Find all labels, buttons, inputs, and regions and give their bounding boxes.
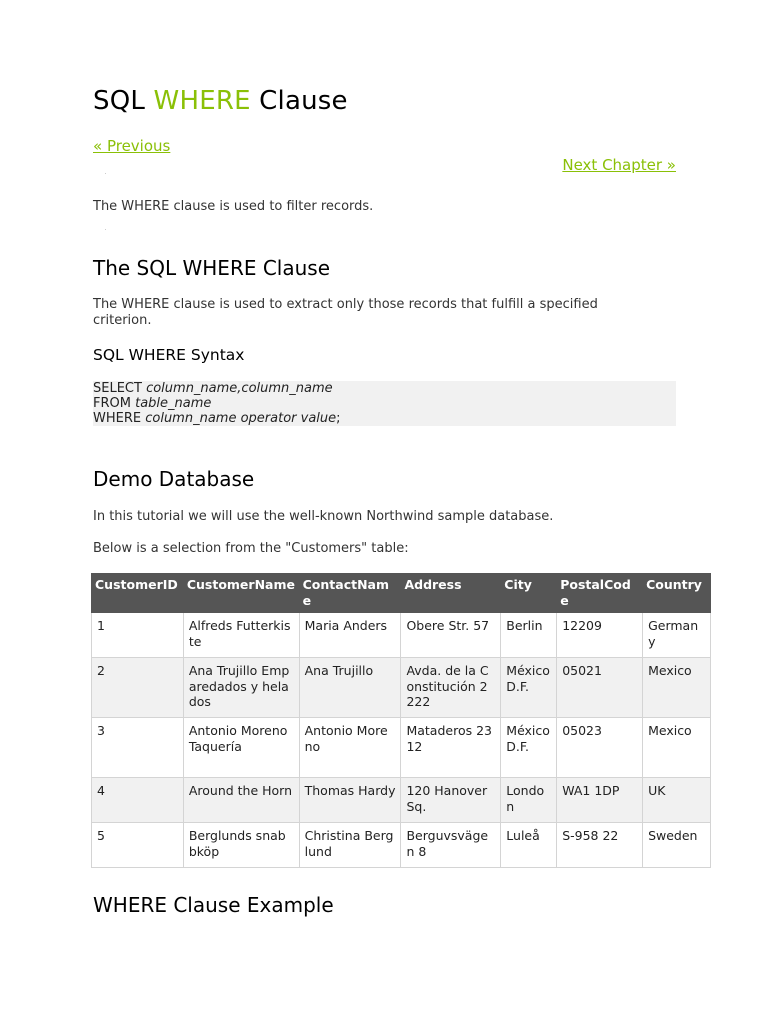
table-cell: Berlin: [501, 613, 557, 658]
table-cell: Berglunds snabbköp: [183, 823, 299, 868]
table-cell: Obere Str. 57: [401, 613, 501, 658]
table-cell: 05021: [557, 658, 643, 718]
table-row: [92, 778, 711, 823]
demo-database-heading: Demo Database: [93, 467, 255, 491]
divider-dot: [105, 229, 106, 230]
table-cell: Thomas Hardy: [299, 778, 401, 823]
table-header-row: [92, 574, 711, 613]
column-header: City: [501, 574, 557, 613]
table-row: [92, 613, 711, 658]
table-cell: S-958 22: [557, 823, 643, 868]
table-cell: México D.F.: [501, 718, 557, 778]
table-cell: 05023: [557, 718, 643, 778]
table-cell: Avda. de la Constitución 2222: [401, 658, 501, 718]
syntax-heading: SQL WHERE Syntax: [93, 346, 245, 364]
syntax-line: SELECT column_name,column_name: [93, 381, 333, 396]
title-accent: WHERE: [153, 86, 251, 116]
table-cell: 4: [92, 778, 184, 823]
syntax-code-block: [93, 381, 676, 426]
table-cell: Antonio Moreno: [299, 718, 401, 778]
column-header: ContactName: [299, 574, 401, 613]
table-cell: Germany: [643, 613, 711, 658]
table-cell: Maria Anders: [299, 613, 401, 658]
table-row: [92, 718, 711, 778]
table-row: [92, 823, 711, 868]
table-cell: Luleå: [501, 823, 557, 868]
table-cell: 12209: [557, 613, 643, 658]
table-cell: 3: [92, 718, 184, 778]
where-clause-description: The WHERE clause is used to extract only those records that fulfill a specified criterion.: [93, 297, 598, 328]
table-cell: 2: [92, 658, 184, 718]
table-cell: 1: [92, 613, 184, 658]
table-row: [92, 658, 711, 718]
table-cell: Ana Trujillo: [299, 658, 401, 718]
divider-dot: [105, 173, 106, 174]
title-prefix: SQL: [93, 86, 154, 116]
table-cell: Berguvsvägen 8: [401, 823, 501, 868]
column-header: Country: [643, 574, 711, 613]
table-cell: 5: [92, 823, 184, 868]
title-suffix: Clause: [250, 86, 348, 116]
column-header: CustomerID: [92, 574, 184, 613]
table-cell: Alfreds Futterkiste: [183, 613, 299, 658]
table-cell: Antonio Moreno Taquería: [183, 718, 299, 778]
table-cell: WA1 1DP: [557, 778, 643, 823]
next-chapter-link[interactable]: Next Chapter »: [562, 156, 676, 174]
customers-table: [91, 573, 711, 868]
table-cell: 120 Hanover Sq.: [401, 778, 501, 823]
table-cell: Christina Berglund: [299, 823, 401, 868]
intro-text: The WHERE clause is used to filter records.: [93, 199, 374, 214]
table-cell: Sweden: [643, 823, 711, 868]
syntax-line: FROM table_name: [93, 396, 212, 411]
table-cell: London: [501, 778, 557, 823]
column-header: CustomerName: [183, 574, 299, 613]
page-title: [93, 86, 348, 116]
syntax-line: WHERE column_name operator value;: [93, 411, 341, 426]
table-cell: Around the Horn: [183, 778, 299, 823]
table-cell: Mexico: [643, 718, 711, 778]
column-header: Address: [401, 574, 501, 613]
where-clause-heading: The SQL WHERE Clause: [93, 256, 331, 280]
table-cell: México D.F.: [501, 658, 557, 718]
previous-link[interactable]: « Previous: [93, 137, 171, 155]
table-cell: Mexico: [643, 658, 711, 718]
demo-table-intro: Below is a selection from the "Customers" table:: [93, 541, 409, 556]
where-clause-example-heading: WHERE Clause Example: [93, 893, 334, 917]
column-header: PostalCode: [557, 574, 643, 613]
table-cell: UK: [643, 778, 711, 823]
table-cell: Mataderos 2312: [401, 718, 501, 778]
table-cell: Ana Trujillo Emparedados y helados: [183, 658, 299, 718]
demo-text: In this tutorial we will use the well-known Northwind sample database.: [93, 509, 554, 524]
